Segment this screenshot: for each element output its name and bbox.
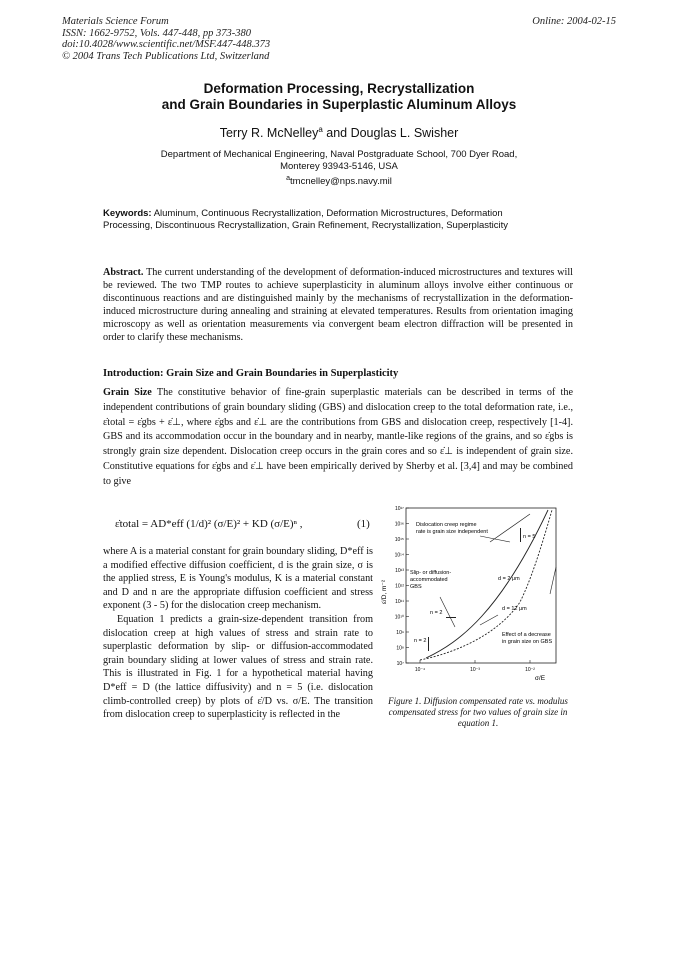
author-2: and Douglas L. Swisher xyxy=(322,126,459,141)
equation-1: ε̇total = AD*eff (1/d)² (σ/E)² + KD (σ/E)ⁿ , xyxy=(115,518,303,530)
annot-n2a: n = 2 xyxy=(430,610,443,616)
y-tick-label: 10¹⁶ xyxy=(394,521,404,528)
copyright: © 2004 Trans Tech Publications Ltd, Switzerland xyxy=(62,50,270,62)
annot-slip-2: accommodated xyxy=(410,577,448,583)
n5-bracket xyxy=(520,528,521,542)
annot-dislocation-2: rate is grain size independent xyxy=(416,529,488,535)
figure-caption: Figure 1. Diffusion compensated rate vs. modulus compensated stress for two values of grain size in equation 1. xyxy=(388,696,568,728)
affiliation-line-1: Department of Mechanical Engineering, Naval Postgraduate School, 700 Dyer Road, xyxy=(160,149,518,160)
annot-dislocation-1: Dislocation creep regime xyxy=(416,522,477,528)
authors xyxy=(0,125,678,140)
y-axis-label: ε̇/D, m⁻² xyxy=(381,579,388,605)
grain-size-label: Grain Size xyxy=(103,387,152,398)
y-tick-label: 10¹⁴ xyxy=(394,552,404,559)
section-heading: Introduction: Grain Size and Grain Boundaries in Superplasticity xyxy=(103,368,399,379)
column-text xyxy=(103,545,373,722)
journal-header xyxy=(62,16,270,62)
annot-effect-1: Effect of a decrease xyxy=(502,632,551,638)
annot-n2b: n = 2 xyxy=(414,638,427,644)
annot-slip-3: GBS xyxy=(410,584,422,590)
paper-title xyxy=(0,81,678,113)
issn: ISSN: 1662-9752, Vols. 447-448, pp 373-380 xyxy=(62,27,251,39)
grain-size-paragraph xyxy=(103,386,573,490)
arrow-d12 xyxy=(550,567,556,594)
annot-slip-1: Slip- or diffusion- xyxy=(410,570,452,576)
column-paragraph-2: Equation 1 predicts a grain-size-dependent transition from dislocation creep at high values of stress and strain rate to superplastic deformation by slip- or diffusion-accommodated grain boundary sliding at lower values of stress and strain rate. This is illustrated in Fig. 1 for a hypothetical material having D*eff = D (the lattice diffusivity) and n = 5 (i.e. dislocation climb-controlled creep) by plots of ε̇/D vs. σ/E. The transition from dislocation creep to superplasticity is reflected in the xyxy=(103,613,373,721)
y-tick-label: 10⁷ xyxy=(396,661,404,667)
arrow-effect xyxy=(480,615,498,625)
y-tick-label: 10¹¹ xyxy=(395,599,404,605)
n2-bracket-b xyxy=(428,637,429,651)
keywords-label: Keywords: xyxy=(103,208,152,219)
x-ticks xyxy=(415,660,535,673)
email-line xyxy=(0,173,678,188)
author-sup: a xyxy=(318,125,323,134)
affiliation xyxy=(0,149,678,188)
online-date: Online: 2004-02-15 xyxy=(532,16,616,27)
arrow-dislocation xyxy=(480,536,510,542)
abstract xyxy=(103,266,573,344)
doi[interactable]: doi:10.4028/www.scientific.net/MSF.447-448.373 xyxy=(62,39,271,50)
keywords xyxy=(103,208,543,232)
equation-number: (1) xyxy=(357,518,370,530)
x-axis-label: σ/E xyxy=(534,675,546,682)
y-tick-label: 10⁹ xyxy=(396,630,404,636)
y-tick-label: 10¹⁷ xyxy=(394,506,404,512)
keywords-text: Aluminum, Continuous Recrystallization, Deformation Microstructures, Deformation Processing, Discontinuous Recrystallization, Grain Refinement, Recrystallization, Superplasticity xyxy=(103,208,508,231)
figure-1-chart xyxy=(380,502,570,682)
y-tick-label: 10¹⁵ xyxy=(394,537,404,543)
abstract-label: Abstract. xyxy=(103,267,144,278)
author-1: Terry R. McNelley xyxy=(219,126,319,141)
title-line-1: Deformation Processing, Recrystallization xyxy=(203,81,475,96)
email-sup: a xyxy=(286,175,291,182)
y-tick-label: 10¹² xyxy=(395,583,404,590)
y-ticks xyxy=(395,506,409,667)
y-tick-label: 10⁸ xyxy=(396,645,404,652)
abstract-text: The current understanding of the development of deformation-induced microstructures and textures will be reviewed. The two TMP routes to achieve superplasticity in aluminum alloys involve either continuous or discontinuous reactions and are distinguished mainly by the mechanisms of recrystallization in the deformation-induced microstructure during annealing and straining at elevated temperatures. Results from orientation imaging microscopy as well as orientation measurements via convergent beam electron diffraction will be presented in order to clarify these mechanisms. xyxy=(103,267,573,343)
affiliation-line-2: Monterey 93943-5146, USA xyxy=(280,161,398,172)
annot-n5: n = 5 xyxy=(523,534,536,540)
n2-bracket-a xyxy=(446,617,456,618)
column-paragraph-1: where A is a material constant for grain boundary sliding, D*eff is a modified effective diffusion coefficient, d is the grain size, σ is the applied stress, E is Young's modulus, K is a material constant and D and n are the appropriate diffusion coefficient and stress exponent (3 - 5) for the dislocation creep mechanism. xyxy=(103,546,373,612)
x-tick-label: 10⁻² xyxy=(525,667,535,673)
annot-d12: d = 12 μm xyxy=(502,606,527,612)
y-tick-label: 10¹³ xyxy=(395,568,404,574)
grain-size-text: The constitutive behavior of fine-grain superplastic materials can be described in terms of the independent contributions of grain boundary sliding (GBS) and dislocation creep to the total deformation rate, i.e., ε̇total = ε̇gbs + ε̇⊥, where ε̇gbs and ε̇⊥ are the contributions from GBS and dislocation creep, respectively [1-4]. GBS and its accommodation occur in the boundary and in nearby, mantle-like regions of the grains, and so ε̇gbs is strongly grain size dependent. Dislocation creep occurs in the grain cores and so ε̇⊥ is independent of grain size. Constitutive equations for ε̇gbs and ε̇⊥ have been empirically derived by Sherby et al. [3,4] and may be combined to give xyxy=(103,387,573,487)
annot-effect-2: in grain size on GBS xyxy=(502,639,553,645)
x-tick-label: 10⁻⁴ xyxy=(414,667,426,673)
title-line-2: and Grain Boundaries in Superplastic Aluminum Alloys xyxy=(161,97,517,112)
y-tick-label: 10¹⁰ xyxy=(394,614,404,621)
x-tick-label: 10⁻³ xyxy=(470,667,480,673)
journal-name: Materials Science Forum xyxy=(62,16,169,27)
email[interactable]: tmcnelley@nps.navy.mil xyxy=(290,176,392,188)
annot-d2: d = 2 μm xyxy=(498,576,520,582)
